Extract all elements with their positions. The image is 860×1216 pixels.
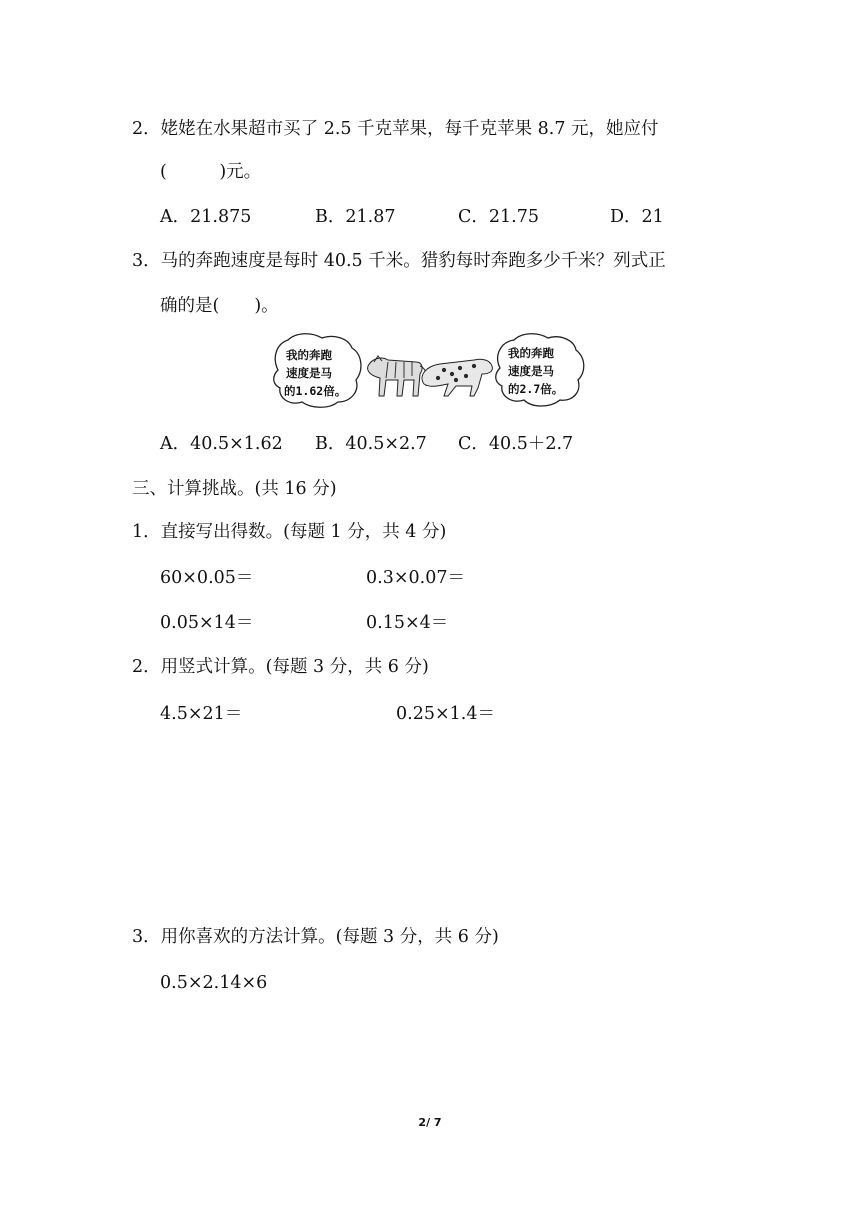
calc-item-2: 0.3×0.07＝: [366, 568, 465, 588]
question-3-text-line1: 3．马的奔跑速度是每时 40.5 千米。猎豹每时奔跑多少千米？列式正: [132, 251, 666, 271]
question-3-option-b: B．40.5×2.7: [315, 434, 427, 454]
part-1-title: 1．直接写出得数。(每题 1 分，共 4 分): [132, 522, 447, 542]
question-2-text-line2: ( )元。: [160, 162, 262, 182]
question-2-option-c: C．21.75: [458, 207, 539, 227]
calc-item-1: 60×0.05＝: [160, 568, 254, 588]
question-2-option-b: B．21.87: [315, 207, 396, 227]
tiger-icon: [368, 356, 427, 396]
leopard-bubble-line2: 速度是马: [508, 364, 554, 378]
part-3-title: 3．用你喜欢的方法计算。(每题 3 分，共 6 分): [132, 927, 499, 947]
part-2-title: 2．用竖式计算。(每题 3 分，共 6 分): [132, 657, 429, 677]
page-number: 2/ 7: [418, 1116, 442, 1129]
question-2-option-a: A．21.875: [160, 207, 252, 227]
vertical-calc-item-2: 0.25×1.4＝: [396, 704, 495, 724]
tiger-speech-bubble: [274, 334, 361, 408]
animals-illustration: [268, 330, 588, 410]
vertical-calc-item-1: 4.5×21＝: [160, 704, 243, 724]
calc-item-4: 0.15×4＝: [366, 613, 449, 633]
question-3-option-a: A．40.5×1.62: [160, 434, 283, 454]
leopard-speech-bubble: [496, 334, 584, 406]
leopard-icon: [422, 359, 492, 396]
tiger-bubble-line3: 的1.62倍。: [284, 384, 347, 398]
calc-item-3: 0.05×14＝: [160, 613, 254, 633]
section-3-title: 三、计算挑战。(共 16 分): [132, 479, 337, 499]
question-3-option-c: C．40.5＋2.7: [458, 434, 574, 454]
tiger-bubble-line1: 我的奔跑: [286, 348, 332, 362]
leopard-bubble-line3: 的2.7倍。: [508, 382, 564, 396]
leopard-bubble-line1: 我的奔跑: [508, 346, 554, 360]
question-2-text-line1: 2．姥姥在水果超市买了 2.5 千克苹果，每千克苹果 8.7 元，她应付: [132, 119, 659, 139]
tiger-bubble-line2: 速度是马: [286, 366, 332, 380]
free-calc-item-1: 0.5×2.14×6: [160, 973, 268, 993]
question-3-text-line2: 确的是( )。: [160, 296, 279, 316]
question-2-option-d: D．21: [610, 207, 664, 227]
